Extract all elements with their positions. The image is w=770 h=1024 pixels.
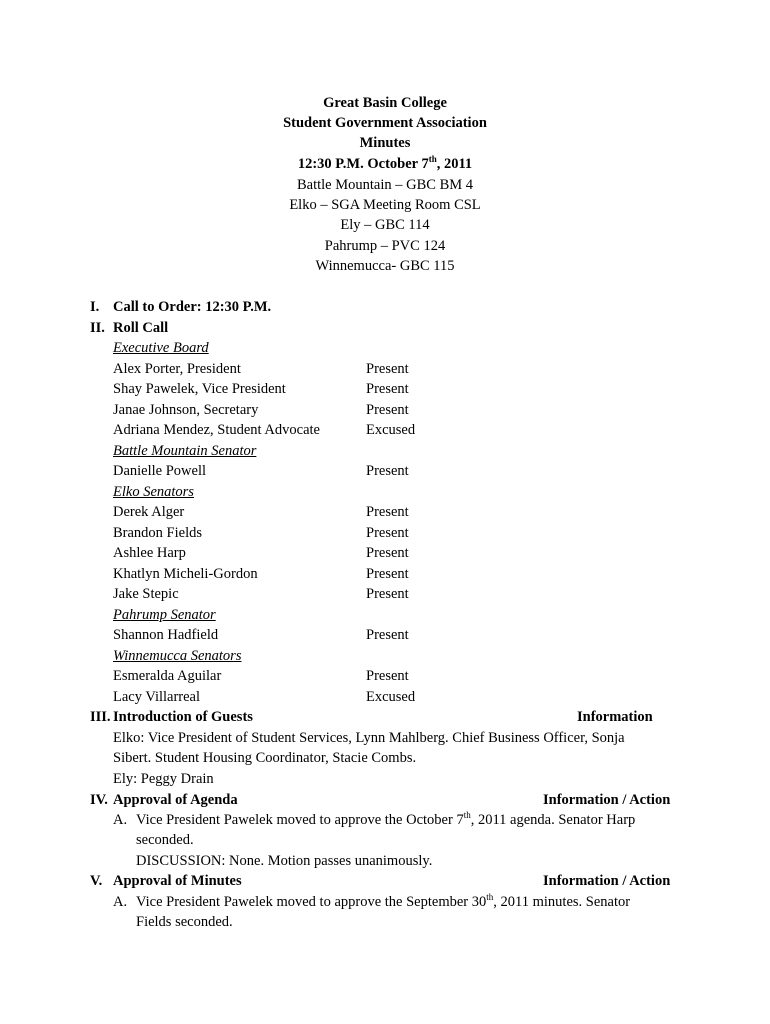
member-name: Derek Alger (113, 504, 185, 520)
item-text: Vice President Pawelek moved to approve the September 30th, 2011 minutes. Senator (136, 892, 631, 910)
guest-line: Elko: Vice President of Student Services, Lynn Mahlberg. Chief Business Officer, Sonja (113, 730, 625, 746)
location-line: Elko – SGA Meeting Room CSL (289, 197, 481, 213)
section-title: Approval of Agenda (113, 792, 238, 808)
item-text: Vice President Pawelek moved to approve the October 7th, 2011 agenda. Senator Harp (136, 810, 636, 828)
section-number: II. (90, 320, 105, 336)
item-continuation: seconded. (136, 832, 194, 848)
location-line: Winnemucca- GBC 115 (315, 258, 455, 274)
item-continuation: Fields seconded. (136, 914, 233, 930)
member-name: Shannon Hadfield (113, 627, 219, 643)
member-status: Excused (366, 689, 416, 705)
member-name: Janae Johnson, Secretary (113, 402, 259, 418)
member-status: Present (366, 361, 409, 377)
location-line: Pahrump – PVC 124 (324, 238, 446, 254)
section-title: Call to Order: 12:30 P.M. (113, 299, 272, 315)
member-name: Ashlee Harp (113, 545, 186, 561)
member-status: Present (366, 504, 409, 520)
section-title: Introduction of Guests (113, 709, 253, 725)
member-status: Present (366, 668, 409, 684)
section-tag: Information / Action (543, 792, 671, 808)
member-name: Shay Pawelek, Vice President (113, 381, 286, 397)
section-title: Approval of Minutes (113, 873, 242, 889)
roll-group-heading: Executive Board (113, 340, 209, 356)
member-name: Jake Stepic (113, 586, 179, 602)
member-status: Present (366, 586, 409, 602)
guest-line: Sibert. Student Housing Coordinator, Stacie Combs. (113, 750, 417, 766)
member-name: Brandon Fields (113, 525, 203, 541)
item-letter: A. (113, 894, 128, 910)
member-status: Present (366, 463, 409, 479)
section-title: Roll Call (113, 320, 169, 336)
member-name: Khatlyn Micheli-Gordon (113, 566, 258, 582)
member-status: Present (366, 627, 409, 643)
member-status: Present (366, 525, 409, 541)
roll-group-heading: Winnemucca Senators (113, 648, 242, 664)
member-status: Present (366, 566, 409, 582)
section-number: III. (90, 709, 111, 725)
roll-group-heading: Elko Senators (113, 484, 194, 500)
meeting-time-date: 12:30 P.M. October 7th, 2011 (297, 154, 473, 172)
member-status: Present (366, 545, 409, 561)
item-discussion: DISCUSSION: None. Motion passes unanimously. (136, 853, 433, 869)
member-name: Esmeralda Aguilar (113, 668, 222, 684)
member-name: Danielle Powell (113, 463, 207, 479)
member-status: Excused (366, 422, 416, 438)
org-name: Student Government Association (283, 115, 487, 131)
item-letter: A. (113, 812, 128, 828)
member-name: Adriana Mendez, Student Advocate (113, 422, 320, 438)
roll-group-heading: Pahrump Senator (113, 607, 216, 623)
guest-line: Ely: Peggy Drain (113, 771, 214, 787)
college-name: Great Basin College (323, 95, 447, 111)
section-number: V. (90, 873, 103, 889)
section-number: IV. (90, 792, 108, 808)
section-number: I. (90, 299, 100, 315)
section-tag: Information (577, 709, 653, 725)
doc-type: Minutes (359, 135, 411, 151)
location-line: Battle Mountain – GBC BM 4 (296, 177, 474, 193)
member-status: Present (366, 402, 409, 418)
roll-group-heading: Battle Mountain Senator (113, 443, 257, 459)
member-name: Lacy Villarreal (113, 689, 201, 705)
member-status: Present (366, 381, 409, 397)
section-tag: Information / Action (543, 873, 671, 889)
location-line: Ely – GBC 114 (340, 217, 430, 233)
member-name: Alex Porter, President (113, 361, 241, 377)
